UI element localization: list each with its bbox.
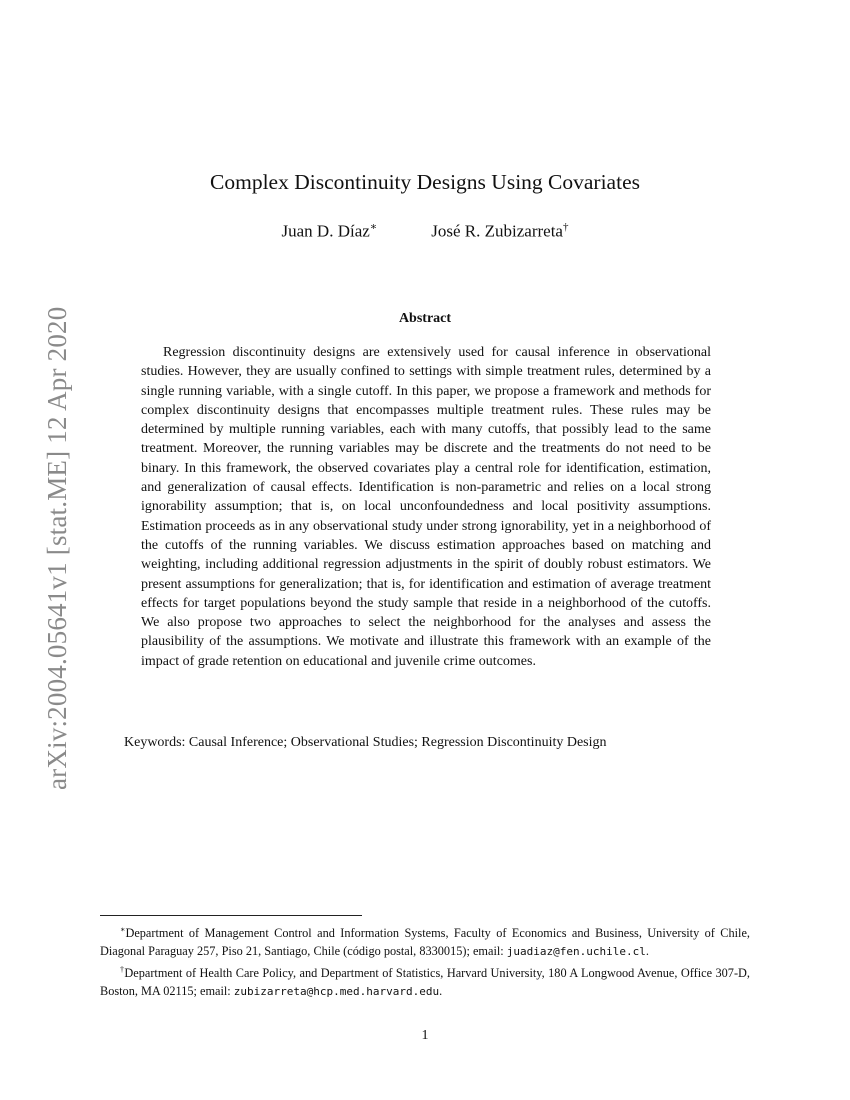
footnote-2-end: . [439, 984, 443, 999]
arxiv-identifier-stamp: arXiv:2004.05641v1 [stat.ME] 12 Apr 2020 [42, 306, 72, 790]
abstract-text: Regression discontinuity designs are extensively used for causal inference in observational studies. However, they are usually confined to settings with simple treatment rules, determined by a single running variable, with a single cutoff. In this paper, we propose a framework and methods for complex discontinuity designs that encompasses multiple treatment rules. These rules may be determined by multiple running variables, each with many cutoffs, that possibly lead to the same treatment. Moreover, the running variables may be discrete and the treatments do not need to be binary. In this framework, the observed covariates play a central role for identification, estimation, and generalization of causal effects. Identification is non-parametric and relies on a local strong ignorability assumption; that is, on local unconfoundedness and local positivity assumptions. Estimation proceeds as in any observational study under strong ignorability, yet in a neighborhood of the cutoffs of the running variables. We discuss estimation approaches based on matching and weighting, including additional regression adjustments in the spirit of doubly robust estimators. We present assumptions for generalization; that is, for identification and estimation of average treatment effects for target populations beyond the study sample that reside in a neighborhood of the cutoffs. We also propose two approaches to select the neighborhood for the analyses and assess the plausibility of the assumptions. We motivate and illustrate this framework with an example of the impact of grade retention on educational and juvenile crime outcomes. [141, 345, 711, 669]
footnote-2-email-link[interactable]: zubizarreta@hcp.med.harvard.edu [233, 985, 440, 999]
footnote-1-text: Department of Management Control and Information Systems, Faculty of Economics and Business, University of Chile, Diagonal Paraguay 257, Piso 21, Santiago, Chile (código postal, 8330015); email: [100, 926, 750, 959]
abstract-heading: Abstract [398, 311, 452, 326]
author-2 [431, 221, 568, 242]
footnote-1 [100, 921, 750, 961]
footnote-2 [100, 961, 750, 1001]
author-list [0, 220, 850, 242]
footnote-divider [100, 915, 362, 916]
footnote-1-end: . [645, 944, 649, 959]
author-1 [282, 220, 378, 242]
author-2-footnote-mark[interactable]: † [562, 221, 569, 233]
footnotes [100, 921, 750, 1001]
page-number: 1 [421, 1028, 429, 1043]
author-2-name: José R. Zubizarreta [431, 221, 563, 241]
footnote-2-mark: † [120, 965, 125, 975]
keywords-line: Keywords: Causal Inference; Observational Studies; Regression Discontinuity Design [124, 735, 607, 750]
author-1-footnote-mark[interactable]: ∗ [369, 221, 378, 233]
footnote-1-mark: ∗ [120, 925, 126, 934]
footnote-2-text: Department of Health Care Policy, and Department of Statistics, Harvard University, 180 A Longwood Avenue, Office 307-D, Boston, MA 02115; email: [100, 966, 750, 999]
author-1-name: Juan D. Díaz [281, 221, 370, 241]
paper-title: Complex Discontinuity Designs Using Covariates [210, 170, 640, 194]
footnote-1-email-link[interactable]: juadiaz@fen.uchile.cl [506, 945, 646, 959]
